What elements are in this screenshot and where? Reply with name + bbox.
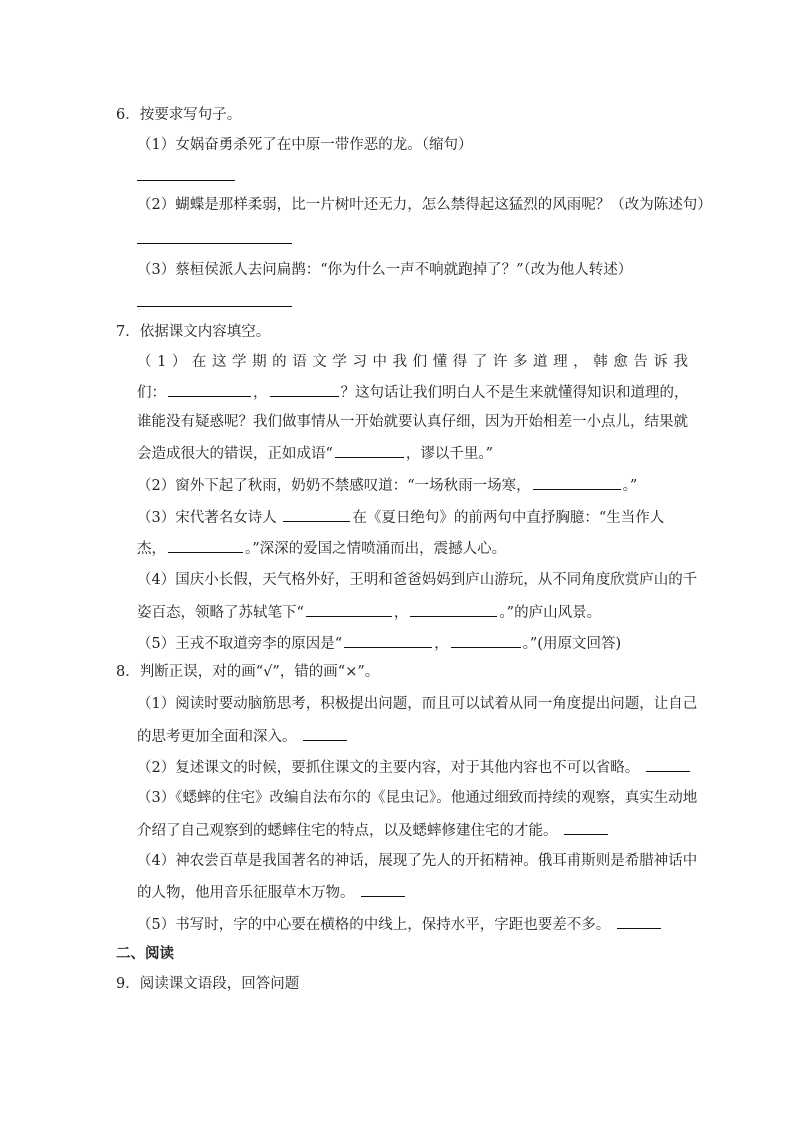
blank[interactable] — [564, 820, 608, 835]
text: ， — [393, 605, 409, 621]
text: 的人物，他用音乐征服草木万物。 — [137, 885, 355, 901]
q8-item-4-line2 — [137, 882, 407, 903]
blank[interactable] — [283, 507, 350, 522]
blank[interactable] — [646, 757, 690, 772]
q7-item-2 — [137, 475, 637, 496]
text: （5）王戎不取道旁李的原因是“ — [137, 636, 343, 652]
q8-item-2 — [137, 757, 692, 778]
q7-item-3-line2 — [137, 538, 506, 559]
blank[interactable] — [303, 726, 347, 741]
text: （5）书写时，字的中心要在横格的中线上，保持水平，字距也要差不多。 — [137, 917, 611, 933]
text: 。”深深的爱国之情喷涌而出，震撼人心。 — [245, 541, 507, 557]
q6-item-2: （2）蝴蝶是那样柔弱，比一片树叶还无力，怎么禁得起这猛烈的风雨呢？（改为陈述句） — [137, 197, 712, 213]
text: 。”(用原文回答) — [522, 636, 622, 652]
text: 们： — [137, 385, 166, 401]
answer-line[interactable] — [137, 243, 292, 244]
text: 。” — [622, 478, 638, 494]
text: 杰， — [137, 541, 166, 557]
blank[interactable] — [451, 633, 521, 648]
text: 姿百态，领略了苏轼笔下“ — [137, 605, 304, 621]
text: 介绍了自己观察到的蟋蟀住宅的特点，以及蟋蟀修建住宅的才能。 — [137, 823, 558, 839]
q7-item-1-line1: （1）在这学期的语文学习中我们懂得了许多道理，韩愈告诉我 — [137, 354, 688, 370]
q8-item-1-line2 — [137, 726, 349, 747]
q6-title: 6．按要求写句子。 — [116, 107, 242, 123]
text: 的思考更加全面和深入。 — [137, 729, 297, 745]
text: 。”的庐山风景。 — [499, 605, 602, 621]
blank[interactable] — [533, 475, 621, 490]
section-heading: 二、阅读 — [116, 945, 174, 962]
q6-item-1: （1）女娲奋勇杀死了在中原一带作恶的龙。（缩句） — [137, 137, 473, 153]
q8-item-3-line2 — [137, 820, 610, 841]
answer-line[interactable] — [137, 180, 235, 181]
text: （2）复述课文的时候，要抓住课文的主要内容，对于其他内容也不可以省略。 — [137, 760, 640, 776]
q7-item-4-line1: （4）国庆小长假，天气格外好，王明和爸爸妈妈到庐山游玩，从不同角度欣赏庐山的千 — [137, 572, 698, 588]
q9-title: 9．阅读课文语段，回答问题 — [116, 976, 300, 992]
blank[interactable] — [361, 882, 405, 897]
text: ？这句话让我们明白人不是生来就懂得知识和道理的， — [340, 385, 689, 401]
blank[interactable] — [168, 382, 251, 397]
text: 会造成很大的错误，正如成语“ — [137, 446, 333, 462]
answer-line[interactable] — [137, 306, 292, 307]
q7-title: 7．依据课文内容填空。 — [116, 324, 271, 340]
blank[interactable] — [270, 382, 339, 397]
q7-item-1-line2 — [137, 382, 689, 403]
blank[interactable] — [306, 602, 392, 617]
blank[interactable] — [335, 443, 404, 458]
blank[interactable] — [617, 914, 661, 929]
q8-item-4-line1: （4）神农尝百草是我国著名的神话，展现了先人的开拓精神。俄耳甫斯则是希腊神话中 — [137, 853, 698, 869]
blank[interactable] — [410, 602, 497, 617]
text: ，谬以千里。” — [405, 446, 494, 462]
q8-title: 8．判断正误，对的画“√”，错的画“×”。 — [116, 664, 380, 680]
q7-item-3-line1 — [137, 507, 664, 528]
q6-item-3: （3）蔡桓侯派人去问扁鹊：“你为什么一声不响就跑掉了？”（改为他人转述） — [137, 262, 633, 278]
blank[interactable] — [168, 538, 243, 553]
text: ， — [434, 636, 449, 652]
blank[interactable] — [344, 633, 432, 648]
text: ， — [253, 385, 268, 401]
q8-item-1-line1: （1）阅读时要动脑筋思考，积极提出问题，而且可以试着从同一角度提出问题，让自己 — [137, 696, 698, 712]
q7-item-5 — [137, 633, 621, 654]
q7-item-1-line3: 谁能没有疑惑呢？我们做事情从一开始就要认真仔细，因为开始相差一小点儿，结果就 — [137, 414, 688, 430]
q8-item-3-line1: （3）《蟋蟀的住宅》改编自法布尔的《昆虫记》。他通过细致而持续的观察，真实生动地 — [137, 790, 698, 806]
text: （3）宋代著名女诗人 — [137, 510, 282, 526]
q7-item-1-line4 — [137, 443, 493, 464]
q8-item-5 — [137, 914, 663, 935]
q7-item-4-line2 — [137, 602, 601, 623]
text: 在《夏日绝句》的前两句中直抒胸臆：“生当作人 — [352, 510, 665, 526]
text: （2）窗外下起了秋雨，奶奶不禁感叹道：“一场秋雨一场寒， — [137, 478, 531, 494]
